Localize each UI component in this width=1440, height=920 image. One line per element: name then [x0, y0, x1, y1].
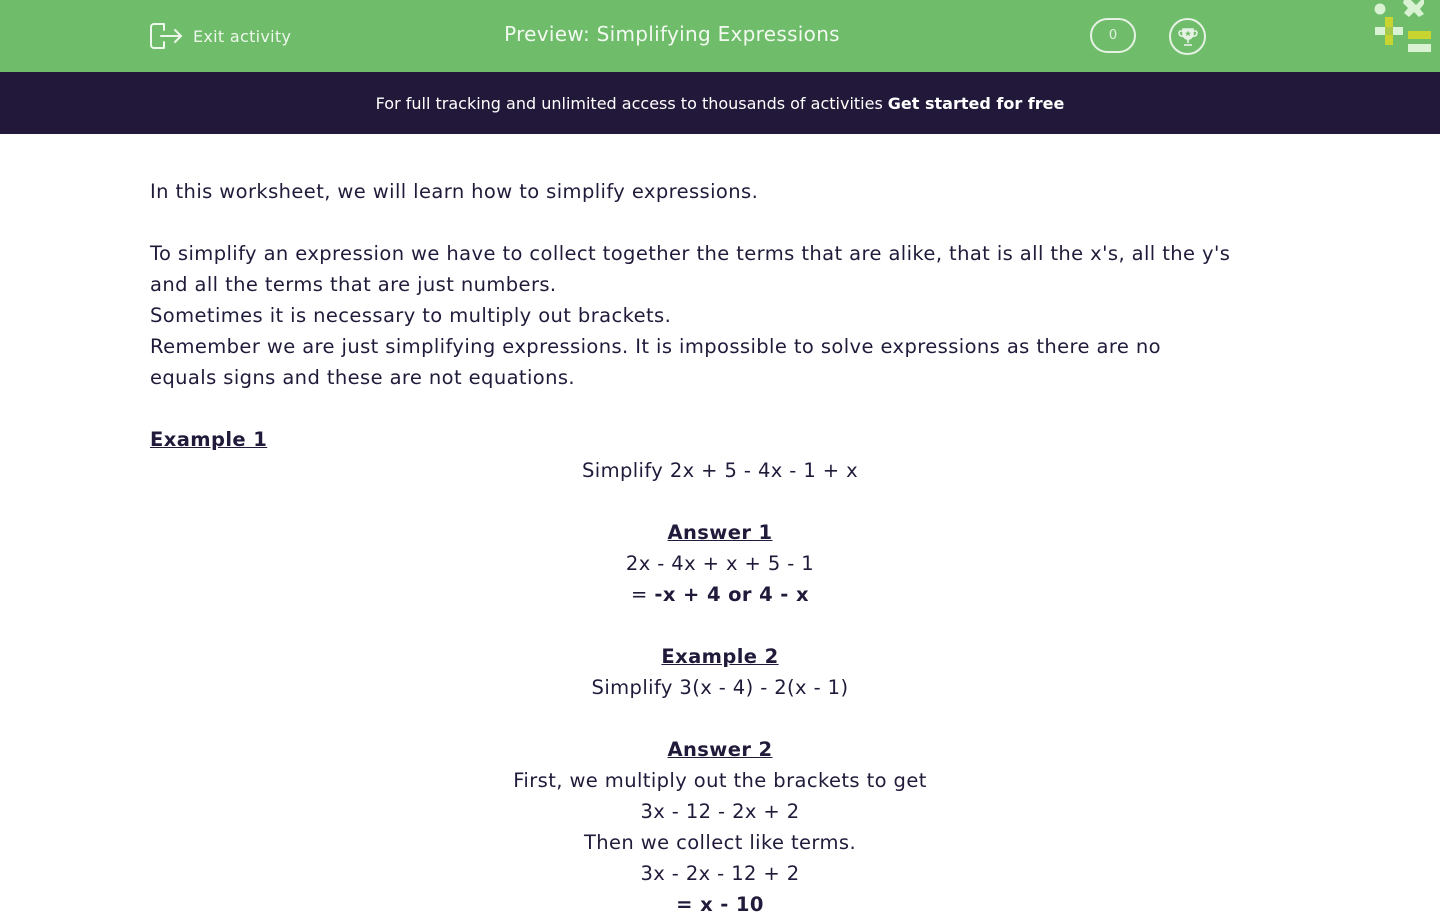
answer-2-explanation: Then we collect like terms.	[583, 831, 857, 854]
paragraph-text: Remember we are just simplifying expressions. It is impossible to solve expressions as there are no	[150, 335, 1161, 358]
paragraph-text: equals signs and these are not equations.	[150, 366, 576, 389]
example-2-question: Simplify 3(x - 4) - 2(x - 1)	[591, 676, 849, 699]
banner-text: For full tracking and unlimited access to thousands of activities	[375, 93, 883, 113]
answer-2-step: 3x - 12 - 2x + 2	[640, 800, 800, 823]
paragraph-text: Sometimes it is necessary to multiply out brackets.	[150, 304, 672, 327]
paragraph-text: To simplify an expression we have to collect together the terms that are alike, that is all the x's, all the y's	[150, 242, 1231, 265]
answer-2-step: 3x - 2x - 12 + 2	[640, 862, 800, 885]
trophy-button[interactable]	[1169, 18, 1206, 55]
trophy-icon	[1177, 26, 1199, 48]
answer-1-step: 2x - 4x + x + 5 - 1	[625, 552, 815, 575]
answer-1-heading: Answer 1	[667, 521, 773, 544]
page-title: Preview: Simplifying Expressions	[504, 22, 840, 46]
example-1-question: Simplify 2x + 5 - 4x - 1 + x	[581, 459, 859, 482]
example-2-heading: Example 2	[661, 645, 779, 668]
get-started-link[interactable]: Get started for free	[887, 93, 1065, 113]
answer-1-result: = -x + 4 or 4 - x	[631, 583, 809, 606]
worksheet-content	[150, 176, 1290, 920]
answer-2-heading: Answer 2	[667, 738, 773, 761]
exit-activity-label: Exit activity	[193, 26, 292, 46]
answer-2-explanation: First, we multiply out the brackets to get	[513, 769, 927, 792]
paragraph-text: and all the terms that are just numbers.	[150, 273, 557, 296]
promo-banner	[0, 72, 1440, 134]
answer-2-result: = x - 10	[676, 893, 764, 916]
brand-logo-icon	[1368, 0, 1440, 56]
score-badge: 0	[1090, 18, 1136, 53]
top-header	[0, 0, 1440, 72]
example-1-heading: Example 1	[150, 428, 268, 451]
intro-text: In this worksheet, we will learn how to simplify expressions.	[150, 180, 759, 203]
